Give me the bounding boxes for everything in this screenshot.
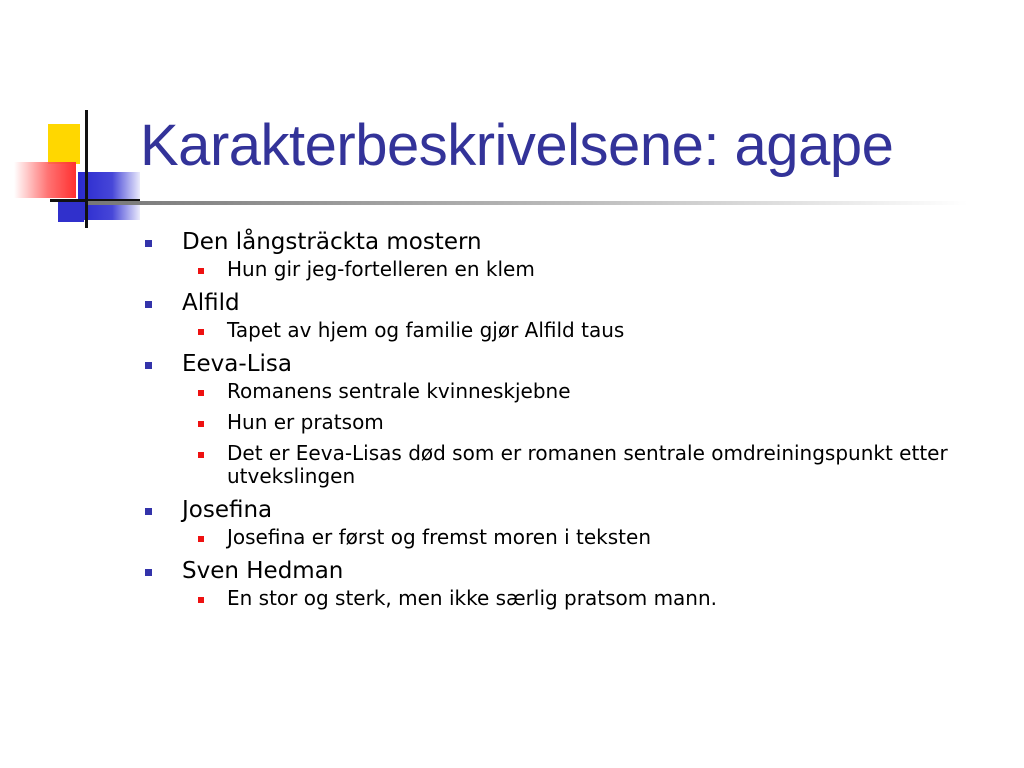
red-square-bullet-icon xyxy=(198,268,204,274)
sub-list-item xyxy=(182,442,1000,488)
logo-yellow-square xyxy=(48,124,80,164)
list-item xyxy=(140,228,1000,281)
red-square-bullet-icon xyxy=(198,597,204,603)
sub-list-item-label: Romanens sentrale kvinneskjebne xyxy=(227,379,571,403)
sub-list xyxy=(182,587,1000,610)
sub-list-item xyxy=(182,587,1000,610)
sub-list-item-label: Hun er pratsom xyxy=(227,410,384,434)
logo-blue-small-square xyxy=(58,200,84,222)
sub-list-item-label: Det er Eeva-Lisas død som er romanen sentrale omdreiningspunkt etter utvekslingen xyxy=(227,441,948,488)
list-item-label: Sven Hedman xyxy=(182,558,344,584)
slide-content xyxy=(140,228,1000,618)
sub-list-item-label: Josefina er først og fremst moren i teksten xyxy=(227,525,651,549)
list-item xyxy=(140,350,1000,488)
list-item xyxy=(140,557,1000,610)
list-item-label: Eeva-Lisa xyxy=(182,351,292,377)
sub-list xyxy=(182,526,1000,549)
sub-list xyxy=(182,380,1000,488)
sub-list-item xyxy=(182,526,1000,549)
decorative-logo xyxy=(0,100,160,240)
sub-list-item-label: Tapet av hjem og familie gjør Alfild taus xyxy=(227,318,625,342)
sub-list-item xyxy=(182,411,1000,434)
blue-square-bullet-icon xyxy=(145,301,152,308)
title-divider xyxy=(88,201,968,205)
blue-square-bullet-icon xyxy=(145,362,152,369)
sub-list-item-label: En stor og sterk, men ikke særlig pratsom mann. xyxy=(227,586,718,610)
red-square-bullet-icon xyxy=(198,329,204,335)
red-square-bullet-icon xyxy=(198,536,204,542)
sub-list xyxy=(182,258,1000,281)
sub-list-item-label: Hun gir jeg-fortelleren en klem xyxy=(227,257,535,281)
sub-list-item xyxy=(182,258,1000,281)
sub-list-item xyxy=(182,380,1000,403)
red-square-bullet-icon xyxy=(198,452,204,458)
list-item-label: Den långsträckta mostern xyxy=(182,229,482,255)
bullet-list xyxy=(140,228,1000,610)
slide-title: Karakterbeskrivelsene: agape xyxy=(140,113,894,178)
list-item xyxy=(140,289,1000,342)
list-item-label: Josefina xyxy=(182,497,273,523)
list-item xyxy=(140,496,1000,549)
logo-vertical-line xyxy=(85,110,88,228)
red-square-bullet-icon xyxy=(198,421,204,427)
list-item-label: Alfild xyxy=(182,290,240,316)
sub-list-item xyxy=(182,319,1000,342)
logo-red-square xyxy=(14,162,76,198)
blue-square-bullet-icon xyxy=(145,240,152,247)
blue-square-bullet-icon xyxy=(145,569,152,576)
blue-square-bullet-icon xyxy=(145,508,152,515)
sub-list xyxy=(182,319,1000,342)
red-square-bullet-icon xyxy=(198,390,204,396)
